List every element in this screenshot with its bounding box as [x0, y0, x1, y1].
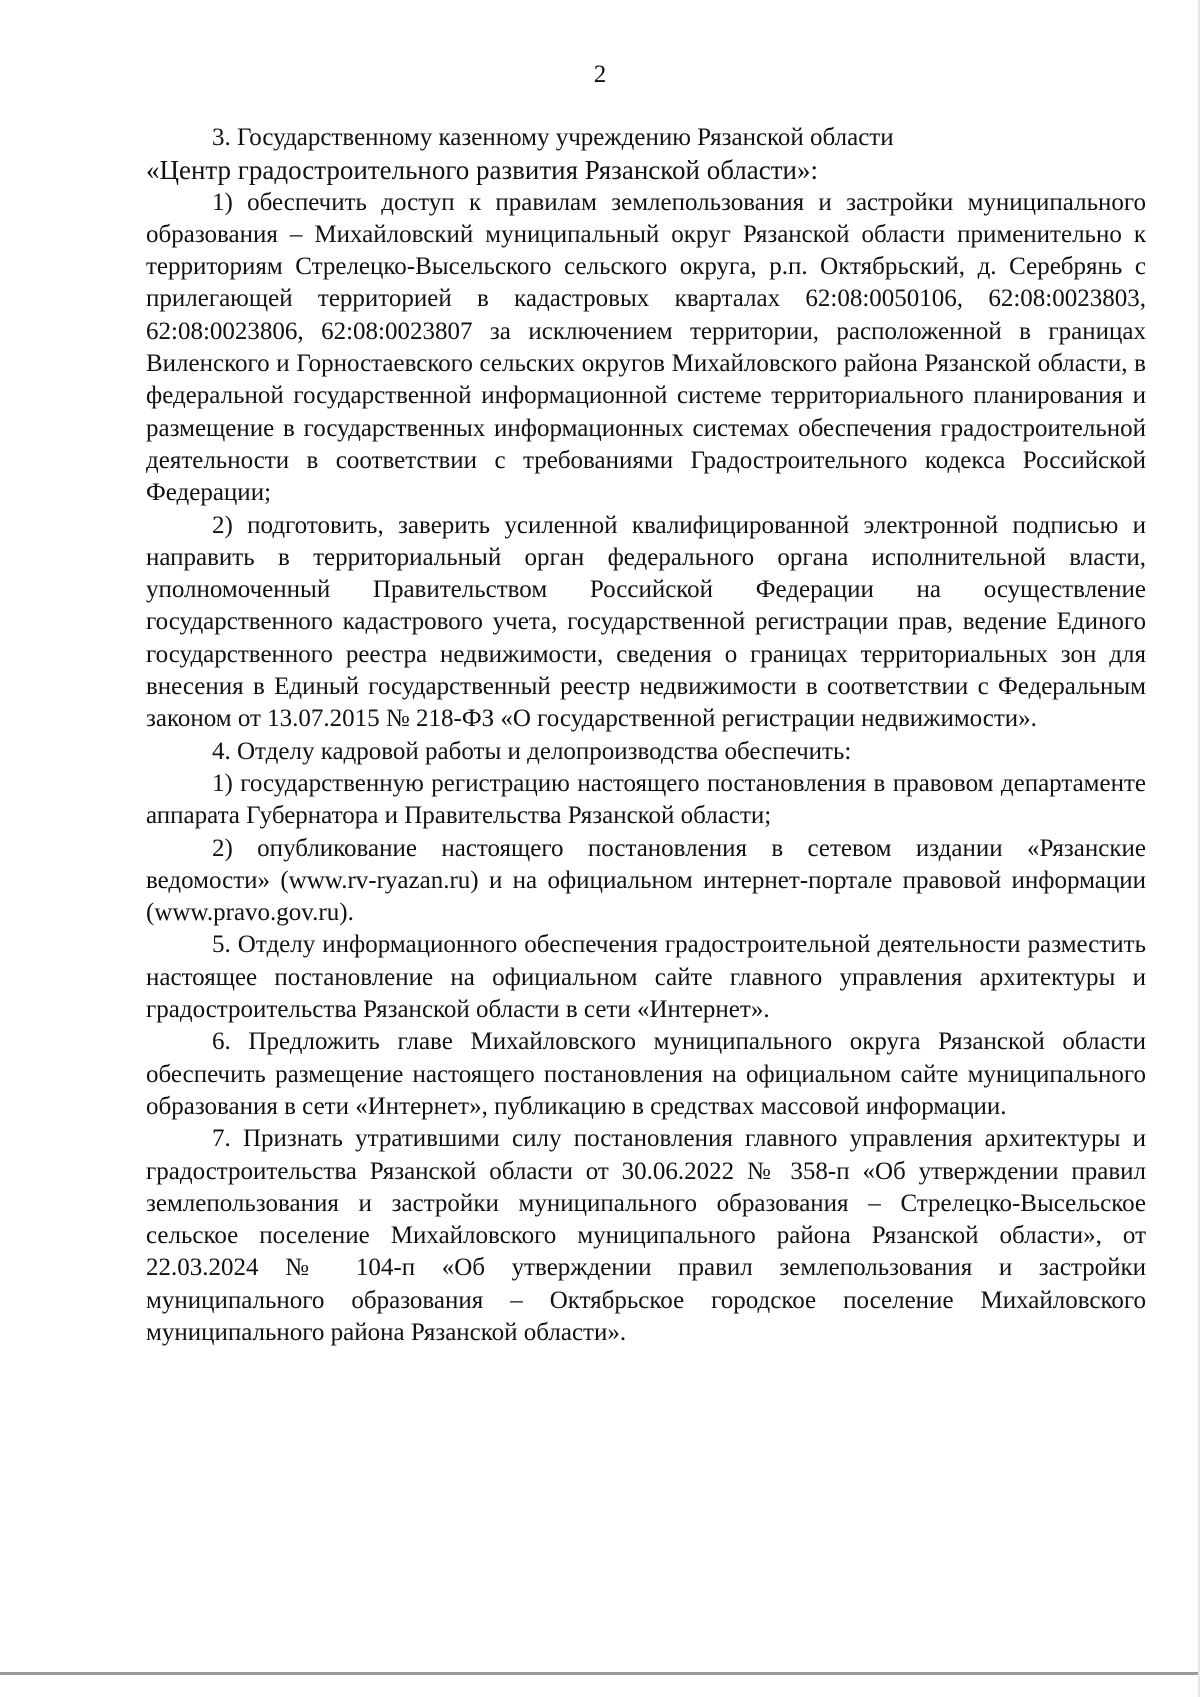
paragraph-4-item-2: 2) опубликование настоящего постановления в сетевом издании «Рязанские ведомости» (www.rv-ryazan.ru) и на официальном интернет-портале правовой информации (www.pravo.gov.ru). [146, 834, 1146, 927]
page-number: 2 [593, 61, 607, 88]
paragraph-6: 6. Предложить главе Михайловского муниципального округа Рязанской области обеспечить размещение настоящего постановления на официальном сайте муниципального образования в сети «Интернет», публикацию в средствах массовой информации. [146, 1028, 1146, 1120]
paragraph-5: 5. Отделу информационного обеспечения градостроительной деятельности разместить настоящее постановление на официальном сайте главного управления архитектуры и градостроительства Рязанской области в сети «Интернет». [146, 931, 1146, 1024]
paragraph-7: 7. Признать утратившими силу постановления главного управления архитектуры и градостроительства Рязанской области от 30.06.2022 № 358-п «Об утверждении правил землепользования и застройки муниципального образования – Стрелецко-Высельское сельское поселение Михайловского муниципального района Рязанской области», от 22.03.2024 № 104-п «Об утверждении правил землепользования и застройки муниципального образования – Октябрьское городское поселение Михайловского муниципального района Рязанской области». [146, 1125, 1146, 1346]
paragraph-4-intro: 4. Отделу кадровой работы и делопроизводства обеспечить: [212, 737, 852, 765]
document-body [146, 122, 1146, 1349]
bottom-scan-edge-line [0, 1672, 1200, 1675]
paragraph-3-item-2: 2) подготовить, заверить усиленной квалифицированной электронной подписью и направить в территориальный орган федерального органа исполнительной власти, уполномоченный Правительством Российской Федерации на осуществление государственного кадастрового учета, государственной регистрации прав, ведение Единого государственного реестра недвижимости, сведения о границах территориальных зон для внесения в Единый государственный реестр недвижимости в соответствии с Федеральным законом от 13.07.2015 № 218-ФЗ «О государственной регистрации недвижимости». [146, 511, 1146, 733]
paragraph-4-item-1: 1) государственную регистрацию настоящего постановления в правовом департаменте аппарата Губернатора и Правительства Рязанской области; [146, 769, 1146, 830]
paragraph-3-item-1: 1) обеспечить доступ к правилам землепользования и застройки муниципального образования – Михайловский муниципальный округ Рязанской области применительно к территориям Стрелецко-Высельского сельского округа, р.п. Октябрьский, д. Серебрянь с прилегающей территорией в кадастровых кварталах 62:08:0050106, 62:08:0023803, 62:08:0023806, 62:08:0023807 за исключением территории, расположенной в границах Виленского и Горностаевского сельских округов Михайловского района Рязанской области, в федеральной государственной информационной системе территориального планирования и размещение в государственных информационных системах обеспечения градостроительной деятельности в соответствии с требованиями Градостроительного кодекса Российской Федерации; [146, 188, 1146, 507]
paragraph-3-institution-name: «Центр градостроительного развития Рязанской области»: [146, 155, 818, 186]
paragraph-3-intro: 3. Государственному казенному учреждению Рязанской области [212, 124, 894, 151]
